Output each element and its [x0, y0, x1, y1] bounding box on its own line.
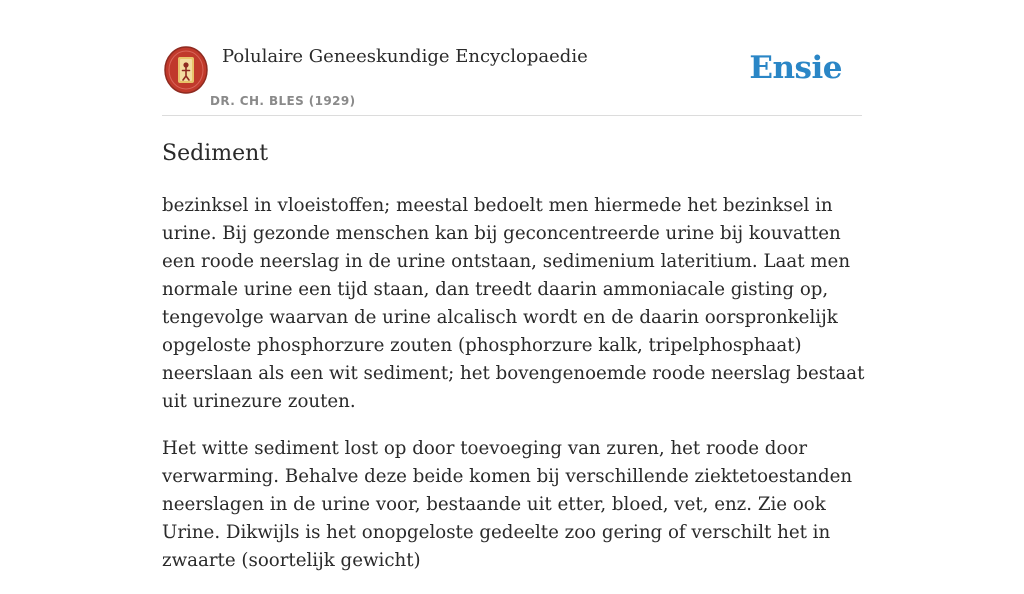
article-paragraph	[162, 192, 874, 416]
article-line: bovengenoemde roode neerslag bestaat uit urinezure zouten.	[162, 363, 865, 412]
article-body	[162, 192, 874, 594]
article-line: Behalve deze beide komen bij verschillende ziektetoestanden neerslagen in de	[162, 466, 853, 515]
article-line: gezonde menschen kan bij geconcentreerde urine bij kouvatten een roode neerslag	[162, 223, 841, 272]
article-line: alcalisch wordt en de daarin oorspronkelijk opgeloste phosphorzure zouten	[162, 307, 838, 356]
article-line: in de urine ontstaan, sedimenium lateritium. Laat men normale urine een tijd	[162, 251, 851, 300]
article-line: staan, dan treedt daarin ammoniacale gisting op, tengevolge waarvan de urine	[162, 279, 829, 328]
book-cover-icon	[164, 46, 208, 94]
header	[162, 40, 862, 116]
book-author: DR. CH. BLES (1929)	[210, 94, 356, 108]
book-title[interactable]: Polulaire Geneeskundige Encyclopaedie	[222, 46, 588, 67]
book-cover-image[interactable]	[164, 46, 208, 94]
article-line: (phosphorzure kalk, tripelphosphaat) neerslaan als een wit sediment; het	[162, 335, 802, 384]
entry-title: Sediment	[162, 141, 269, 166]
article-line: urine voor, bestaande uit etter, bloed, vet, enz. Zie ook Urine. Dikwijls is het	[162, 494, 826, 543]
brand-logo-link[interactable]: Ensie	[749, 50, 842, 86]
article-line: onopgeloste gedeelte zoo gering of verschilt het in zwaarte (soortelijk gewicht)	[162, 522, 831, 571]
article-line: bezinksel in vloeistoffen; meestal bedoelt men hiermede het bezinksel in urine. Bij	[162, 195, 833, 244]
article-paragraph	[162, 435, 874, 575]
article-line: Het witte sediment lost op door toevoeging van zuren, het roode door verwarming.	[162, 438, 808, 487]
